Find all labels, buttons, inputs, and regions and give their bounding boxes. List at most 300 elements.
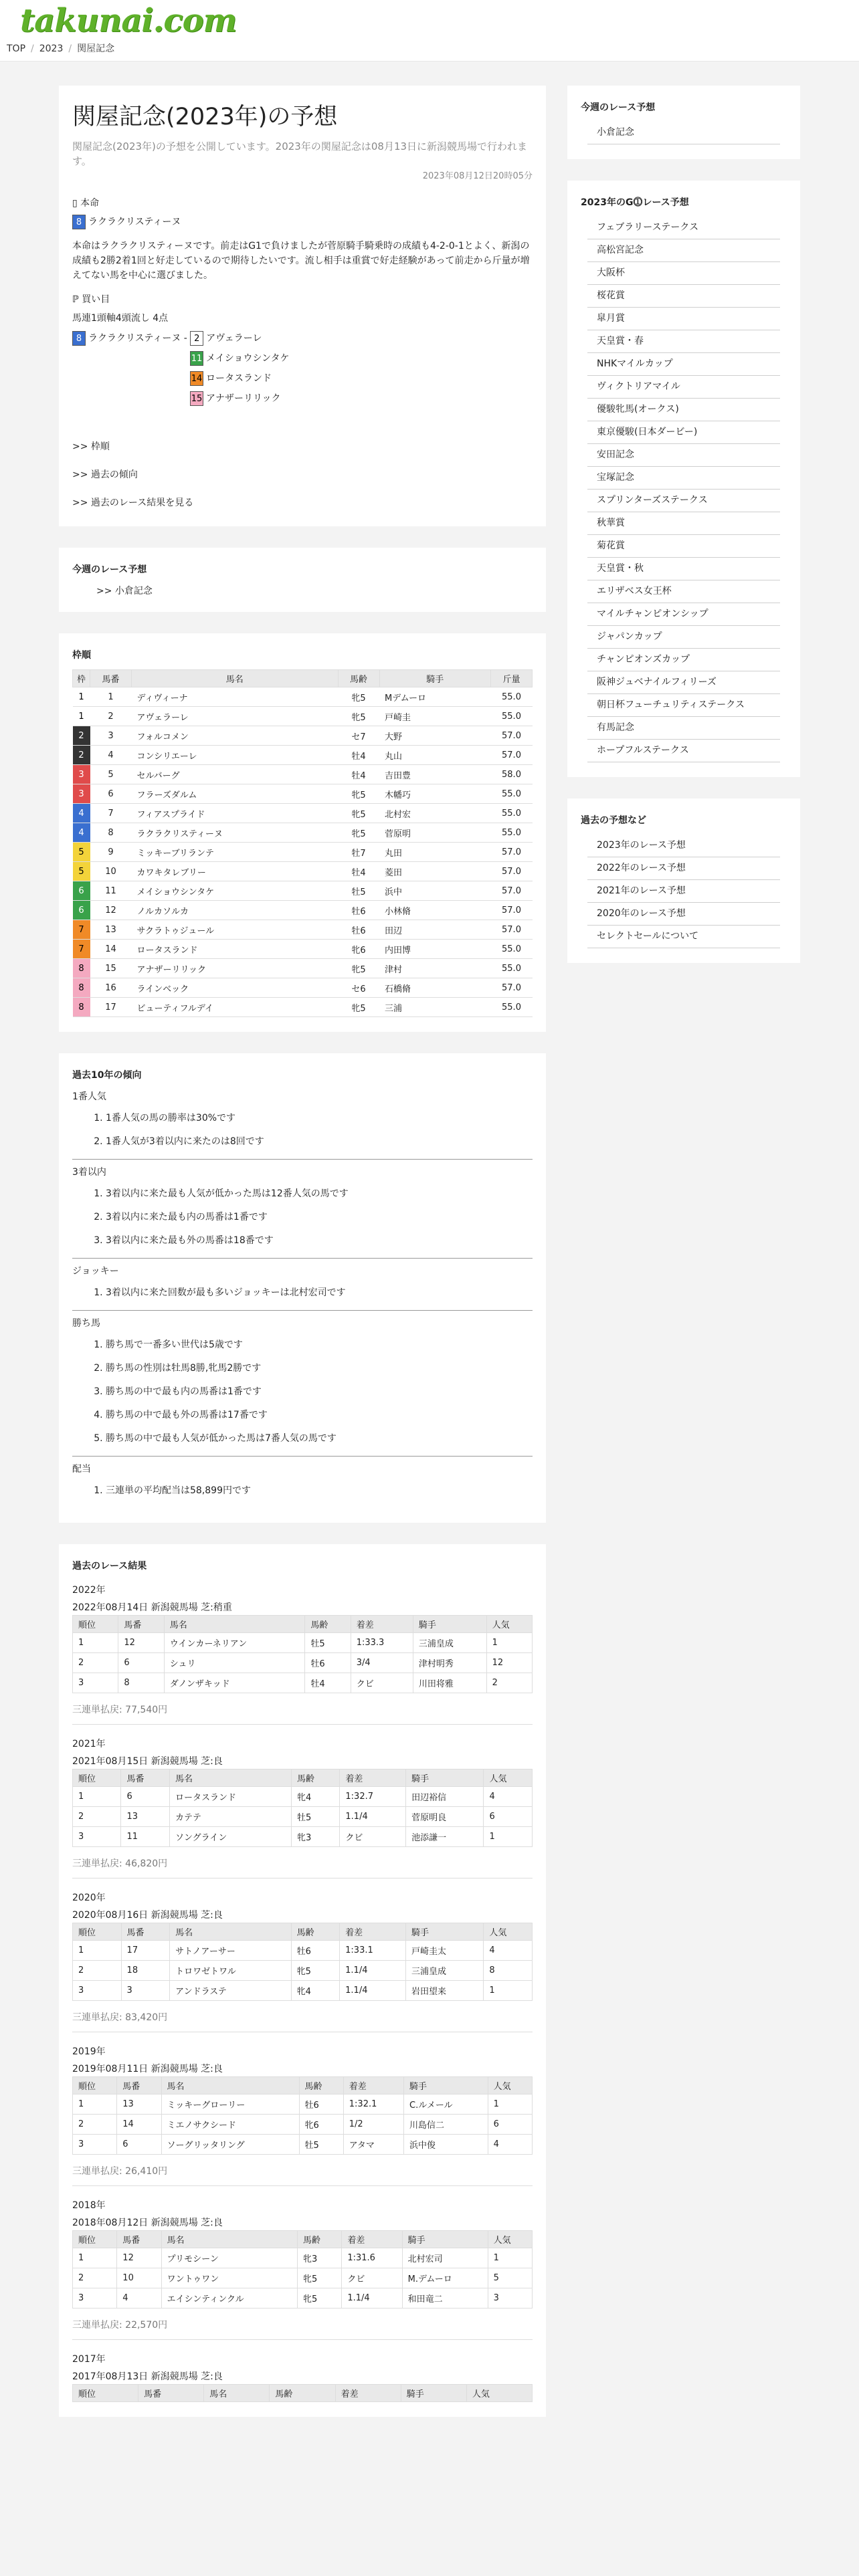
- waku-badge: 11: [190, 351, 203, 366]
- table-cell: 石橋脩: [379, 978, 490, 998]
- sidebar-link[interactable]: 宝塚記念: [587, 467, 780, 490]
- result-year: 2018年: [72, 2200, 106, 2211]
- column-header: 馬齢: [305, 1616, 351, 1633]
- trend-group-heading: ジョッキー: [72, 1266, 119, 1277]
- table-cell: 川田将雅: [413, 1673, 486, 1693]
- table-cell: 7: [90, 804, 132, 823]
- sidebar-link[interactable]: 朝日杯フューチュリティステークス: [587, 694, 780, 717]
- table-cell: ソングライン: [169, 1827, 291, 1847]
- sidebar-link[interactable]: 皐月賞: [587, 308, 780, 330]
- table-cell: 1:33.1: [340, 1941, 406, 1961]
- main-column: [59, 86, 546, 2438]
- sidebar-link[interactable]: NHKマイルカップ: [587, 353, 780, 376]
- table-cell: 菅原明: [379, 823, 490, 843]
- side-weekly: [567, 86, 800, 159]
- table-cell: 浜中俊: [404, 2135, 488, 2155]
- link-past-results[interactable]: >> 過去のレース結果を見る: [72, 498, 194, 508]
- column-header: 馬番: [121, 1769, 169, 1787]
- table-cell: 3: [73, 1673, 118, 1693]
- table-row: [73, 1673, 533, 1693]
- table-cell: 7: [73, 920, 90, 940]
- table-cell: 戸崎圭太: [406, 1941, 484, 1961]
- trend-item: 2. 勝ち馬の性別は牡馬8勝,牝馬2勝です: [106, 1357, 533, 1380]
- column-header: 馬齢: [299, 2077, 343, 2095]
- table-cell: 牝5: [298, 2268, 342, 2288]
- sidebar-link[interactable]: 天皇賞・春: [587, 330, 780, 353]
- sidebar-link[interactable]: 大阪杯: [587, 262, 780, 285]
- result-table: [72, 2076, 533, 2155]
- table-cell: 2: [73, 2115, 117, 2135]
- table-cell: 12: [118, 1633, 164, 1653]
- table-cell: 川島信二: [404, 2115, 488, 2135]
- table-row: [73, 2115, 533, 2135]
- sidebar-link[interactable]: スプリンターズステークス: [587, 490, 780, 512]
- divider: [72, 1878, 533, 1879]
- trend-item: 3. 3着以内に来た最も外の馬番は18番です: [106, 1229, 533, 1253]
- table-cell: アタマ: [343, 2135, 403, 2155]
- table-cell: 1.1/4: [342, 2288, 402, 2309]
- sidebar-link[interactable]: エリザベス女王杯: [587, 580, 780, 603]
- table-cell: ソーグリッタリング: [161, 2135, 299, 2155]
- column-header: 騎手: [404, 2077, 488, 2095]
- table-cell: 牝4: [291, 1981, 340, 2001]
- table-cell: 大野: [379, 726, 490, 746]
- table-cell: 牡6: [338, 901, 379, 920]
- page-title: 関屋記念(2023年)の予想: [72, 104, 338, 130]
- table-cell: 6: [90, 784, 132, 804]
- table-cell: 8: [73, 998, 90, 1017]
- sidebar-link[interactable]: 2021年のレース予想: [587, 880, 780, 903]
- table-row: [73, 881, 533, 901]
- waku-badge: 2: [190, 331, 203, 346]
- table-cell: 6: [488, 2115, 532, 2135]
- link-entries[interactable]: >> 枠順: [72, 441, 110, 452]
- sidebar-link[interactable]: マイルチャンピオンシップ: [587, 603, 780, 626]
- column-header: 着差: [335, 2385, 401, 2402]
- divider: [72, 1456, 533, 1457]
- table-cell: 2: [73, 746, 90, 765]
- table-cell: メイショウシンタケ: [131, 881, 338, 901]
- buy-dash: -: [183, 333, 187, 344]
- sidebar-link[interactable]: 2022年のレース予想: [587, 857, 780, 880]
- table-cell: 9: [90, 843, 132, 862]
- trends-title: 過去10年の傾向: [72, 1070, 142, 1081]
- table-row: [73, 823, 533, 843]
- honmei-heading-label: 本命: [80, 198, 100, 209]
- table-cell: 57.0: [491, 862, 533, 881]
- table-cell: 1: [90, 687, 132, 707]
- table-cell: サクラトゥジュール: [131, 920, 338, 940]
- table-cell: 58.0: [491, 765, 533, 784]
- table-cell: 和田竜二: [402, 2288, 488, 2309]
- table-cell: 1: [484, 1981, 533, 2001]
- table-cell: 6: [121, 1787, 169, 1807]
- sidebar-link[interactable]: ホープフルステークス: [587, 740, 780, 762]
- column-header: 騎手: [402, 2231, 488, 2248]
- side-past: [567, 798, 800, 963]
- column-header: 馬齢: [338, 670, 379, 687]
- sidebar-link[interactable]: 桜花賞: [587, 285, 780, 308]
- trend-group-heading: 配当: [72, 1464, 91, 1475]
- trend-list: [72, 1479, 533, 1503]
- payout: 三連単払戻: 83,420円: [72, 2012, 168, 2023]
- sidebar-link[interactable]: 優駿牝馬(オークス): [587, 399, 780, 421]
- honmei-horse-row: [72, 212, 533, 232]
- column-header: 馬番: [117, 2231, 161, 2248]
- medal-icon: ▯: [72, 198, 78, 209]
- table-cell: 吉田豊: [379, 765, 490, 784]
- table-cell: 55.0: [491, 940, 533, 959]
- column-header: 馬番: [117, 2077, 161, 2095]
- table-cell: カテテ: [169, 1807, 291, 1827]
- table-cell: 牡5: [299, 2135, 343, 2155]
- sidebar-link[interactable]: ジャパンカップ: [587, 626, 780, 649]
- buy-partner-row: [72, 368, 533, 389]
- table-cell: 1:31.6: [342, 2248, 402, 2268]
- table-cell: 1: [488, 2095, 532, 2115]
- weekly-title: 今週のレース予想: [72, 564, 147, 575]
- table-cell: 4: [488, 2135, 532, 2155]
- trend-item: 1. 1番人気の馬の勝率は30%です: [106, 1107, 533, 1130]
- table-cell: 55.0: [491, 959, 533, 978]
- sidebar-link[interactable]: 有馬記念: [587, 717, 780, 740]
- table-cell: 6: [73, 901, 90, 920]
- column-header: 馬名: [164, 1616, 305, 1633]
- table-cell: M.デムーロ: [402, 2268, 488, 2288]
- trend-item: 1. 三連単の平均配当は58,899円です: [106, 1479, 533, 1503]
- table-cell: 牡6: [291, 1941, 340, 1961]
- result-year: 2017年: [72, 2354, 106, 2365]
- sidebar: [567, 86, 800, 984]
- trend-list: [72, 1107, 533, 1154]
- table-cell: 3: [73, 1981, 122, 2001]
- table-cell: クビ: [340, 1827, 406, 1847]
- table-cell: 1: [73, 1633, 118, 1653]
- table-cell: 牝3: [291, 1827, 339, 1847]
- sidebar-link[interactable]: ヴィクトリアマイル: [587, 376, 780, 399]
- table-cell: アンドラステ: [170, 1981, 292, 2001]
- table-cell: 5: [488, 2268, 532, 2288]
- table-cell: 8: [118, 1673, 164, 1693]
- table-cell: 田辺裕信: [406, 1787, 484, 1807]
- table-cell: 戸崎圭: [379, 707, 490, 726]
- result-table: [72, 1769, 533, 1847]
- table-cell: 6: [73, 881, 90, 901]
- buy-type: 馬連1頭軸4頭流し 4点: [72, 313, 169, 324]
- table-cell: 1: [486, 1633, 532, 1653]
- table-cell: 牝5: [338, 823, 379, 843]
- table-cell: C.ルメール: [404, 2095, 488, 2115]
- column-header: 馬番: [138, 2385, 204, 2402]
- result-meta: 2019年08月11日 新潟競馬場 芝:良: [72, 2064, 223, 2074]
- column-header: 順位: [73, 2231, 117, 2248]
- table-cell: 14: [90, 940, 132, 959]
- site-logo[interactable]: takunai.com: [20, 2, 237, 39]
- publish-date: 2023年08月12日20時05分: [422, 171, 533, 181]
- table-cell: 13: [117, 2095, 161, 2115]
- buy-partner-name: アナザーリリック: [206, 393, 281, 404]
- table-cell: ビューティフルデイ: [131, 998, 338, 1017]
- column-header: 順位: [73, 1923, 122, 1941]
- table-cell: 牡4: [338, 746, 379, 765]
- sidebar-link[interactable]: 高松宮記念: [587, 239, 780, 262]
- sidebar-link[interactable]: チャンピオンズカップ: [587, 649, 780, 671]
- column-header: 順位: [73, 1769, 121, 1787]
- waku-badge: 14: [190, 371, 203, 386]
- table-cell: 津村明秀: [413, 1653, 486, 1673]
- result-year: 2022年: [72, 1585, 106, 1596]
- results-card: [59, 1544, 546, 2417]
- column-header: 馬名: [204, 2385, 270, 2402]
- breadcrumb: TOP / 2023 / 関屋記念: [7, 43, 115, 54]
- column-header: 馬番: [118, 1616, 164, 1633]
- table-cell: 1:32.7: [340, 1787, 406, 1807]
- buy-axis-row: [72, 328, 533, 348]
- column-header: 馬番: [121, 1923, 170, 1941]
- column-header: 順位: [73, 1616, 118, 1633]
- breadcrumb-current: 関屋記念: [77, 43, 115, 54]
- table-row: [73, 2135, 533, 2155]
- entries-table: [72, 669, 533, 1017]
- side-past-title: 過去の予想など: [581, 815, 646, 826]
- ticket-icon: ℙ: [72, 294, 79, 305]
- table-cell: 3: [121, 1981, 170, 2001]
- table-cell: セ6: [338, 978, 379, 998]
- sidebar-link[interactable]: 阪神ジュベナイルフィリーズ: [587, 671, 780, 694]
- table-row: [73, 843, 533, 862]
- column-header: 人気: [484, 1923, 533, 1941]
- column-header: 騎手: [406, 1923, 484, 1941]
- table-cell: シュリ: [164, 1653, 305, 1673]
- table-cell: 2: [73, 726, 90, 746]
- table-cell: プリモシーン: [161, 2248, 297, 2268]
- table-cell: 牝5: [338, 998, 379, 1017]
- divider: [72, 1310, 533, 1311]
- sidebar-link[interactable]: 東京優駿(日本ダービー): [587, 421, 780, 444]
- buy-partner-name: ロータスランド: [206, 373, 272, 384]
- column-header: 順位: [73, 2385, 138, 2402]
- table-cell: 1.1/4: [340, 1961, 406, 1981]
- result-table: [72, 2384, 533, 2402]
- table-cell: 8: [484, 1961, 533, 1981]
- table-cell: 菅原明良: [406, 1807, 484, 1827]
- column-header: 人気: [488, 2231, 532, 2248]
- link-trends[interactable]: >> 過去の傾向: [72, 469, 138, 480]
- column-header: 着差: [340, 1923, 406, 1941]
- trend-item: 1. 勝ち馬で一番多い世代は5歳です: [106, 1333, 533, 1357]
- table-cell: 1:32.1: [343, 2095, 403, 2115]
- table-cell: 2: [73, 2268, 117, 2288]
- table-cell: 牝6: [299, 2115, 343, 2135]
- table-row: [73, 978, 533, 998]
- table-cell: 11: [90, 881, 132, 901]
- payout: 三連単払戻: 26,410円: [72, 2166, 168, 2177]
- table-cell: 55.0: [491, 998, 533, 1017]
- table-cell: 15: [90, 959, 132, 978]
- side-g1: [567, 181, 800, 777]
- table-cell: 55.0: [491, 687, 533, 707]
- table-cell: 北村宏: [379, 804, 490, 823]
- trend-group-heading: 1番人気: [72, 1091, 106, 1102]
- table-cell: 57.0: [491, 843, 533, 862]
- table-cell: 三浦皇成: [406, 1961, 484, 1981]
- table-cell: 浜中: [379, 881, 490, 901]
- column-header: 馬名: [161, 2231, 297, 2248]
- divider: [72, 1258, 533, 1259]
- table-cell: エイシンティンクル: [161, 2288, 297, 2309]
- table-row: [73, 687, 533, 707]
- table-row: [73, 2268, 533, 2288]
- table-row: [73, 920, 533, 940]
- sidebar-link[interactable]: 菊花賞: [587, 535, 780, 558]
- trend-item: 1. 3着以内に来た最も人気が低かった馬は12番人気の馬です: [106, 1182, 533, 1206]
- table-header-row: [73, 2077, 533, 2095]
- table-cell: ラクラクリスティーヌ: [131, 823, 338, 843]
- table-cell: 55.0: [491, 804, 533, 823]
- table-cell: 3: [73, 2135, 117, 2155]
- result-table: [72, 1923, 533, 2001]
- table-cell: ラインベック: [131, 978, 338, 998]
- table-row: [73, 1787, 533, 1807]
- trend-list: [72, 1182, 533, 1253]
- divider: [72, 2185, 533, 2186]
- sidebar-link[interactable]: 2023年のレース予想: [587, 835, 780, 857]
- table-cell: クビ: [342, 2268, 402, 2288]
- buy-heading: [72, 292, 533, 306]
- table-cell: 2: [486, 1673, 532, 1693]
- table-cell: 1: [73, 707, 90, 726]
- table-cell: ロータスランド: [169, 1787, 291, 1807]
- sidebar-link[interactable]: 秋華賞: [587, 512, 780, 535]
- table-cell: 3: [73, 2288, 117, 2309]
- weekly-card: [59, 548, 546, 612]
- table-cell: 57.0: [491, 920, 533, 940]
- table-cell: 3: [73, 1827, 121, 1847]
- waku-badge: 15: [190, 391, 203, 406]
- column-header: 枠: [73, 670, 90, 687]
- table-cell: 1: [73, 1941, 122, 1961]
- column-header: 人気: [484, 1769, 533, 1787]
- table-cell: 木幡巧: [379, 784, 490, 804]
- table-cell: 13: [90, 920, 132, 940]
- table-header-row: [73, 2385, 533, 2402]
- table-cell: 12: [117, 2248, 161, 2268]
- table-cell: ミッキーグローリー: [161, 2095, 299, 2115]
- table-cell: 津村: [379, 959, 490, 978]
- column-header: 騎手: [401, 2385, 466, 2402]
- table-cell: 6: [484, 1807, 533, 1827]
- table-cell: 8: [73, 959, 90, 978]
- table-cell: 1: [484, 1827, 533, 1847]
- table-row: [73, 940, 533, 959]
- table-cell: 13: [121, 1807, 169, 1827]
- trend-item: 4. 勝ち馬の中で最も外の馬番は17番です: [106, 1404, 533, 1427]
- column-header: 馬名: [131, 670, 338, 687]
- table-row: [73, 1653, 533, 1673]
- entries-card: [59, 633, 546, 1032]
- entries-title: 枠順: [72, 650, 91, 661]
- result-meta: 2022年08月14日 新潟競馬場 芝:稍重: [72, 1602, 232, 1613]
- table-cell: 2: [73, 1961, 122, 1981]
- table-cell: 丸山: [379, 746, 490, 765]
- payout: 三連単払戻: 46,820円: [72, 1858, 168, 1869]
- table-row: [73, 784, 533, 804]
- table-cell: ノルカソルカ: [131, 901, 338, 920]
- table-cell: 牡6: [305, 1653, 351, 1673]
- breadcrumb-year[interactable]: 2023: [39, 43, 64, 54]
- table-cell: 牡4: [338, 862, 379, 881]
- table-cell: 三浦皇成: [413, 1633, 486, 1653]
- sidebar-link[interactable]: セレクトセールについて: [587, 926, 780, 948]
- sidebar-link[interactable]: 天皇賞・秋: [587, 558, 780, 580]
- table-cell: 牝5: [338, 959, 379, 978]
- table-cell: 菱田: [379, 862, 490, 881]
- sidebar-link[interactable]: フェブラリーステークス: [587, 217, 780, 239]
- weekly-link[interactable]: >> 小倉記念: [96, 586, 153, 597]
- table-cell: 2: [73, 1653, 118, 1673]
- table-row: [73, 765, 533, 784]
- result-table: [72, 1615, 533, 1693]
- table-cell: 18: [121, 1961, 170, 1981]
- table-cell: 10: [90, 862, 132, 881]
- buy-axis-horse: ラクラクリスティーヌ: [88, 333, 181, 344]
- table-row: [73, 901, 533, 920]
- table-cell: 4: [484, 1787, 533, 1807]
- table-header-row: [73, 1616, 533, 1633]
- table-cell: 牡4: [305, 1673, 351, 1693]
- table-row: [73, 1807, 533, 1827]
- column-header: 着差: [343, 2077, 403, 2095]
- column-header: 馬齢: [298, 2231, 342, 2248]
- table-cell: 牡5: [305, 1633, 351, 1653]
- trend-item: 3. 勝ち馬の中で最も内の馬番は1番です: [106, 1380, 533, 1404]
- table-cell: 55.0: [491, 707, 533, 726]
- table-cell: 8: [73, 978, 90, 998]
- table-cell: ミエノサクシード: [161, 2115, 299, 2135]
- breadcrumb-top[interactable]: TOP: [7, 43, 26, 54]
- sidebar-link[interactable]: 2020年のレース予想: [587, 903, 780, 926]
- divider: [72, 2339, 533, 2340]
- table-cell: 57.0: [491, 881, 533, 901]
- sidebar-link[interactable]: 安田記念: [587, 444, 780, 467]
- buy-partner-name: メイショウシンタケ: [206, 353, 290, 364]
- table-cell: 16: [90, 978, 132, 998]
- table-cell: コンシリエーレ: [131, 746, 338, 765]
- table-cell: 57.0: [491, 978, 533, 998]
- table-header-row: [73, 1923, 533, 1941]
- sidebar-link[interactable]: 小倉記念: [587, 122, 780, 144]
- table-header-row: [73, 1769, 533, 1787]
- column-header: 騎手: [406, 1769, 484, 1787]
- table-cell: 牡5: [291, 1807, 339, 1827]
- column-header: 馬名: [170, 1923, 292, 1941]
- table-cell: 57.0: [491, 726, 533, 746]
- result-meta: 2017年08月13日 新潟競馬場 芝:良: [72, 2371, 223, 2382]
- table-row: [73, 862, 533, 881]
- table-row: [73, 998, 533, 1017]
- table-cell: 牡4: [338, 765, 379, 784]
- table-cell: 2: [73, 1807, 121, 1827]
- table-cell: 5: [73, 843, 90, 862]
- table-cell: 3: [90, 726, 132, 746]
- table-cell: 牝5: [338, 707, 379, 726]
- column-header: 着差: [351, 1616, 413, 1633]
- payout: 三連単払戻: 22,570円: [72, 2320, 168, 2331]
- table-cell: セルバーグ: [131, 765, 338, 784]
- table-cell: 55.0: [491, 784, 533, 804]
- table-cell: 10: [117, 2268, 161, 2288]
- trend-list: [72, 1333, 533, 1451]
